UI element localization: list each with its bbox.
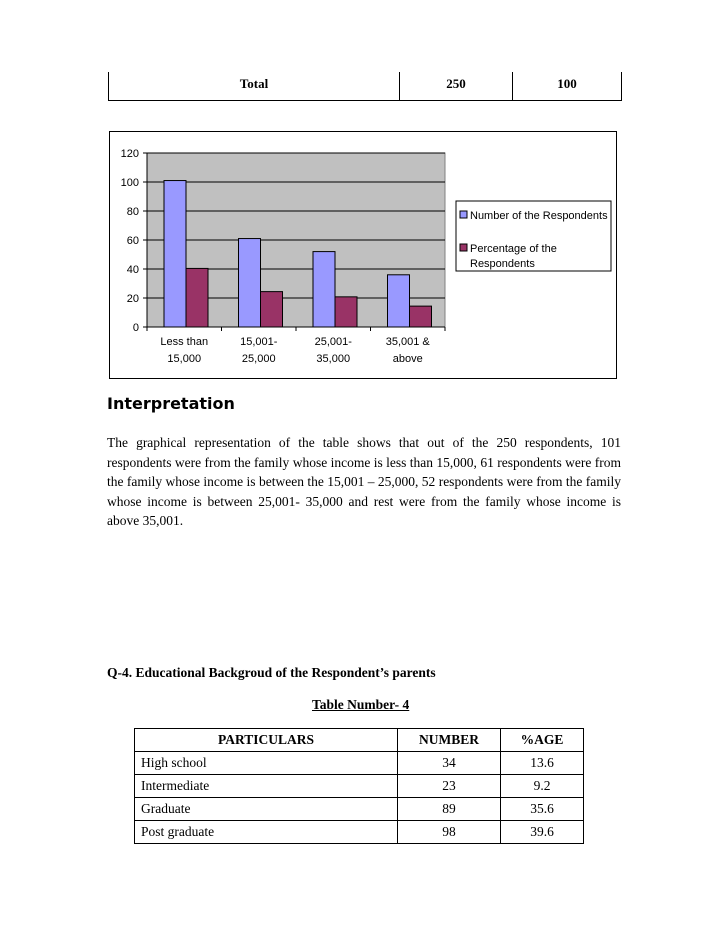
- header-number: NUMBER: [398, 729, 501, 752]
- bar-respondents: [239, 239, 261, 327]
- row-number: 23: [398, 775, 501, 798]
- legend-label: Number of the Respondents: [470, 210, 608, 222]
- row-particular: Intermediate: [135, 775, 398, 798]
- bar-respondents: [388, 275, 410, 327]
- x-tick-label: Less than: [160, 336, 209, 348]
- row-percent: 35.6: [501, 798, 584, 821]
- row-particular: Graduate: [135, 798, 398, 821]
- legend-label: Percentage of the: [470, 243, 557, 255]
- y-tick-label: 60: [126, 235, 139, 247]
- x-tick-label: 35,000: [316, 353, 351, 365]
- interpretation-heading: Interpretation: [107, 394, 235, 413]
- row-number: 89: [398, 798, 501, 821]
- x-tick-label: 15,001-: [240, 336, 278, 348]
- total-label: Total: [239, 76, 269, 91]
- education-table: [134, 728, 584, 844]
- row-percent: 9.2: [501, 775, 584, 798]
- row-particular: High school: [135, 752, 398, 775]
- x-tick-label: 25,000: [241, 353, 276, 365]
- total-number: 250: [446, 76, 466, 91]
- income-bar-chart: [109, 131, 617, 379]
- x-tick-label: 35,001 &: [385, 336, 430, 348]
- total-row: [108, 72, 622, 101]
- legend-swatch-respondents: [460, 211, 467, 218]
- table-row: [135, 752, 584, 775]
- legend-swatch-percentage: [460, 244, 467, 251]
- row-percent: 13.6: [501, 752, 584, 775]
- row-particular: Post graduate: [135, 821, 398, 844]
- bar-respondents: [313, 252, 335, 327]
- y-tick-label: 0: [132, 322, 139, 334]
- row-percent: 39.6: [501, 821, 584, 844]
- table-title: Table Number- 4: [312, 697, 410, 712]
- bar-respondents: [164, 181, 186, 327]
- x-tick-label: above: [392, 353, 423, 365]
- x-tick-label: 15,000: [167, 353, 202, 365]
- header-particulars: PARTICULARS: [135, 729, 398, 752]
- interpretation-paragraph: The graphical representation of the table shows that out of the 250 respondents, 101 respondents were from the family whose income is less than 15,000, 61 respondents were from the family whose income is between the 15,001 – 25,000, 52 respondents were from the family whose income is between 25,001- 35,000 and rest were from the family whose income is above 35,001.: [107, 435, 621, 528]
- y-tick-label: 80: [126, 206, 139, 218]
- y-tick-label: 20: [126, 293, 139, 305]
- y-tick-label: 40: [126, 264, 139, 276]
- legend-label: Respondents: [470, 258, 535, 270]
- y-tick-label: 100: [120, 177, 139, 189]
- row-number: 98: [398, 821, 501, 844]
- bar-percentage: [410, 306, 432, 327]
- y-tick-label: 120: [120, 148, 139, 160]
- question-title: Q-4. Educational Backgroud of the Respondent’s parents: [107, 665, 436, 680]
- table-row: [135, 798, 584, 821]
- table-row: [135, 821, 584, 844]
- header-percent: %AGE: [501, 729, 584, 752]
- bar-percentage: [261, 292, 283, 327]
- x-tick-label: 25,001-: [314, 336, 352, 348]
- bar-percentage: [186, 268, 208, 327]
- table-header-row: [135, 729, 584, 752]
- table-row: [135, 775, 584, 798]
- chart-canvas: [110, 132, 616, 378]
- total-percent: 100: [557, 76, 577, 91]
- bar-percentage: [335, 297, 357, 327]
- row-number: 34: [398, 752, 501, 775]
